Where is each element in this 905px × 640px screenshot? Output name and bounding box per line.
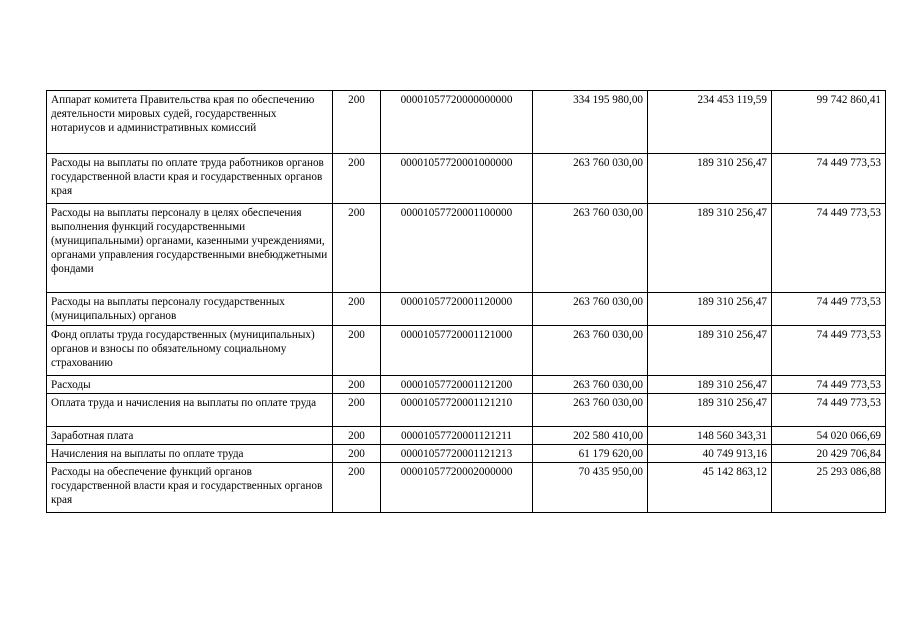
table-row [47,376,886,394]
row-budget-code: 00001057720001121210 [381,394,533,427]
row-unexecuted-amount: 74 449 773,53 [772,293,886,326]
row-unexecuted-amount: 20 429 706,84 [772,445,886,463]
row-admin-code: 200 [333,445,381,463]
row-executed-amount: 189 310 256,47 [648,394,772,427]
row-name: Расходы на выплаты персоналу в целях обеспечения выполнения функций государственными (муниципальными) органами, казенными учреждениями, органами управления государственными внебюджетными фондами [47,204,333,293]
row-executed-amount: 189 310 256,47 [648,376,772,394]
row-budget-code: 00001057720001121213 [381,445,533,463]
table-row [47,204,886,293]
row-admin-code: 200 [333,204,381,293]
row-approved-amount: 334 195 980,00 [533,91,648,154]
row-admin-code: 200 [333,326,381,376]
row-name: Оплата труда и начисления на выплаты по оплате труда [47,394,333,427]
row-approved-amount: 263 760 030,00 [533,154,648,204]
row-approved-amount: 263 760 030,00 [533,394,648,427]
row-name: Заработная плата [47,427,333,445]
row-executed-amount: 189 310 256,47 [648,154,772,204]
table-row [47,91,886,154]
row-admin-code: 200 [333,91,381,154]
row-approved-amount: 61 179 620,00 [533,445,648,463]
row-admin-code: 200 [333,463,381,513]
row-budget-code: 00001057720001121211 [381,427,533,445]
row-name: Расходы на выплаты персоналу государственных (муниципальных) органов [47,293,333,326]
row-admin-code: 200 [333,154,381,204]
table-row [47,394,886,427]
row-unexecuted-amount: 99 742 860,41 [772,91,886,154]
table-row [47,427,886,445]
row-unexecuted-amount: 74 449 773,53 [772,394,886,427]
row-approved-amount: 70 435 950,00 [533,463,648,513]
row-admin-code: 200 [333,394,381,427]
row-unexecuted-amount: 74 449 773,53 [772,326,886,376]
row-budget-code: 00001057720001000000 [381,154,533,204]
row-approved-amount: 263 760 030,00 [533,326,648,376]
row-admin-code: 200 [333,293,381,326]
table-row [47,463,886,513]
row-unexecuted-amount: 54 020 066,69 [772,427,886,445]
row-executed-amount: 148 560 343,31 [648,427,772,445]
row-admin-code: 200 [333,376,381,394]
row-approved-amount: 202 580 410,00 [533,427,648,445]
row-executed-amount: 189 310 256,47 [648,293,772,326]
row-name: Расходы на обеспечение функций органов государственной власти края и государственных органов края [47,463,333,513]
row-unexecuted-amount: 74 449 773,53 [772,376,886,394]
row-executed-amount: 45 142 863,12 [648,463,772,513]
row-budget-code: 00001057720002000000 [381,463,533,513]
row-unexecuted-amount: 74 449 773,53 [772,204,886,293]
row-executed-amount: 189 310 256,47 [648,326,772,376]
row-approved-amount: 263 760 030,00 [533,376,648,394]
row-name: Аппарат комитета Правительства края по обеспечению деятельности мировых судей, государственных нотариусов и административных комиссий [47,91,333,154]
row-executed-amount: 234 453 119,59 [648,91,772,154]
row-executed-amount: 189 310 256,47 [648,204,772,293]
row-name: Фонд оплаты труда государственных (муниципальных) органов и взносы по обязательному социальному страхованию [47,326,333,376]
row-budget-code: 00001057720001120000 [381,293,533,326]
table-row [47,154,886,204]
row-approved-amount: 263 760 030,00 [533,204,648,293]
table-row [47,293,886,326]
row-budget-code: 00001057720001100000 [381,204,533,293]
row-approved-amount: 263 760 030,00 [533,293,648,326]
row-name: Начисления на выплаты по оплате труда [47,445,333,463]
row-executed-amount: 40 749 913,16 [648,445,772,463]
table-row [47,445,886,463]
row-budget-code: 00001057720001121000 [381,326,533,376]
row-name: Расходы [47,376,333,394]
row-admin-code: 200 [333,427,381,445]
row-budget-code: 00001057720000000000 [381,91,533,154]
table-row [47,326,886,376]
row-unexecuted-amount: 74 449 773,53 [772,154,886,204]
row-name: Расходы на выплаты по оплате труда работников органов государственной власти края и государственных органов края [47,154,333,204]
row-budget-code: 00001057720001121200 [381,376,533,394]
budget-table [46,90,886,513]
row-unexecuted-amount: 25 293 086,88 [772,463,886,513]
